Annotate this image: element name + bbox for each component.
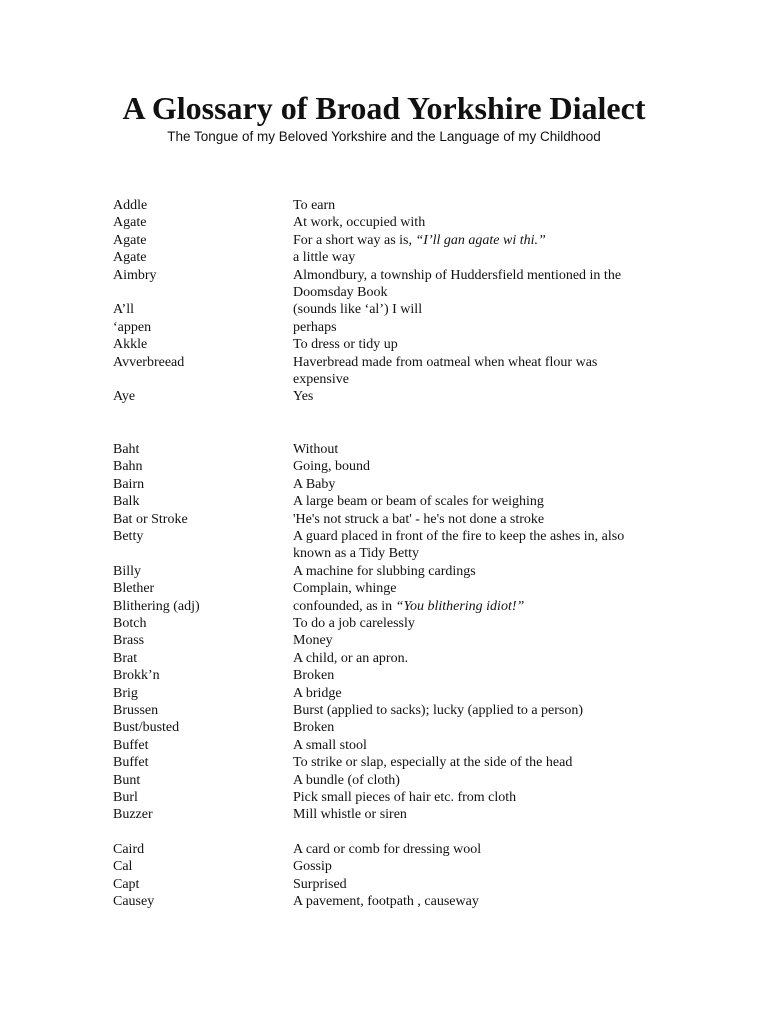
definition-text: Yes	[293, 389, 314, 405]
entry-definition	[293, 719, 655, 736]
entry-definition	[293, 214, 655, 231]
entry-definition	[293, 737, 655, 754]
entry-definition	[293, 632, 655, 649]
definition-text: Pick small pieces of hair etc. from cloth	[293, 790, 517, 805]
entry-term: Brig	[113, 685, 138, 701]
definition-text: To strike or slap, especially at the side of the head	[293, 755, 573, 771]
entry-term: Addle	[113, 198, 148, 213]
glossary-entry	[0, 511, 768, 528]
glossary-entry	[0, 388, 768, 405]
definition-text: A Baby	[293, 476, 336, 492]
definition-text: A small stool	[293, 737, 367, 753]
glossary-entry	[0, 737, 768, 754]
entry-term: Bat or Stroke	[113, 511, 188, 527]
definition-text: A guard placed in front of the fire to keep the ashes in, also known as a Tidy Betty	[293, 528, 625, 562]
glossary-entry	[0, 772, 768, 789]
entry-definition	[293, 267, 655, 302]
definition-text: Surprised	[293, 876, 347, 892]
glossary-list	[0, 180, 768, 910]
glossary-entry	[0, 580, 768, 597]
entry-definition	[293, 772, 655, 789]
glossary-entry	[0, 667, 768, 684]
entry-term: Brussen	[113, 702, 159, 718]
definition-text: A machine for slubbing cardings	[293, 563, 476, 579]
definition-text: confounded, as in	[293, 598, 396, 614]
definition-text: 'He's not struck a bat' - he's not done a stroke	[293, 511, 545, 527]
entry-definition	[293, 458, 655, 475]
glossary-entry	[0, 476, 768, 493]
entry-term: Agate	[113, 232, 147, 248]
glossary-section-c	[0, 841, 768, 911]
definition-text: To do a job carelessly	[293, 615, 415, 631]
definition-text: Without	[293, 441, 339, 457]
definition-text: Broken	[293, 668, 335, 684]
entry-term: Avverbreead	[113, 354, 185, 370]
entry-definition	[293, 598, 655, 615]
definition-text: To dress or tidy up	[293, 337, 398, 353]
entry-term: Baht	[113, 441, 140, 457]
definition-text: A card or comb for dressing wool	[293, 841, 482, 857]
definition-text: Complain, whinge	[293, 581, 397, 597]
entry-term: A’ll	[113, 302, 134, 318]
glossary-entry	[0, 458, 768, 475]
entry-term: Botch	[113, 615, 147, 631]
glossary-entry	[0, 354, 768, 389]
definition-text: A bridge	[293, 685, 342, 701]
entry-definition	[293, 841, 655, 858]
entry-definition	[293, 893, 655, 910]
glossary-section-a	[0, 197, 768, 406]
entry-term: Bairn	[113, 476, 145, 492]
glossary-section-b	[0, 441, 768, 824]
entry-definition	[293, 667, 655, 684]
entry-definition	[293, 476, 655, 493]
entry-term: Cal	[113, 859, 133, 875]
glossary-entry	[0, 249, 768, 266]
entry-definition	[293, 876, 655, 893]
glossary-entry	[0, 806, 768, 823]
entry-term: Buzzer	[113, 807, 153, 823]
entry-term: Buffet	[113, 755, 149, 771]
entry-term: Brass	[113, 633, 145, 649]
glossary-entry	[0, 319, 768, 336]
entry-term: Agate	[113, 250, 147, 266]
definition-text: To earn	[293, 198, 336, 213]
glossary-entry	[0, 493, 768, 510]
entry-definition	[293, 354, 655, 389]
glossary-entry	[0, 893, 768, 910]
definition-text: A child, or an apron.	[293, 650, 409, 666]
page-title: A Glossary of Broad Yorkshire Dialect	[122, 90, 646, 126]
entry-term: Bust/busted	[113, 720, 180, 736]
glossary-entry	[0, 232, 768, 249]
definition-quote: “You blithering idiot!”	[395, 598, 525, 614]
definition-text: Gossip	[293, 859, 332, 875]
glossary-entry	[0, 301, 768, 318]
definition-text: Haverbread made from oatmeal when wheat flour was expensive	[293, 354, 598, 388]
entry-term: Causey	[113, 894, 155, 910]
entry-term: Billy	[113, 563, 142, 579]
glossary-entry	[0, 841, 768, 858]
definition-text: For a short way as is,	[293, 232, 416, 248]
entry-definition	[293, 563, 655, 580]
entry-term: Burl	[113, 790, 138, 805]
glossary-entry	[0, 876, 768, 893]
entry-definition	[293, 858, 655, 875]
entry-definition	[293, 685, 655, 702]
entry-definition	[293, 301, 655, 318]
entry-term: Blithering (adj)	[113, 598, 200, 614]
entry-definition	[293, 232, 655, 249]
definition-text: (sounds like ‘al’) I will	[293, 302, 423, 318]
glossary-entry	[0, 650, 768, 667]
entry-term: Akkle	[113, 337, 148, 353]
entry-term: Betty	[113, 528, 144, 544]
entry-term: ‘appen	[113, 319, 152, 335]
definition-text: Mill whistle or siren	[293, 807, 407, 823]
definition-text: perhaps	[293, 319, 337, 335]
entry-definition	[293, 580, 655, 597]
glossary-entry	[0, 702, 768, 719]
glossary-entry	[0, 336, 768, 353]
entry-definition	[293, 806, 655, 823]
entry-definition	[293, 511, 655, 528]
definition-text: A bundle (of cloth)	[293, 772, 400, 788]
glossary-entry	[0, 214, 768, 231]
entry-term: Capt	[113, 876, 140, 892]
entry-definition	[293, 650, 655, 667]
glossary-entry	[0, 719, 768, 736]
entry-term: Aye	[113, 389, 136, 405]
definition-text: At work, occupied with	[293, 215, 426, 231]
definition-text: A pavement, footpath , causeway	[293, 894, 479, 910]
definition-text: Burst (applied to sacks); lucky (applied to a person)	[293, 702, 584, 718]
definition-text: Almondbury, a township of Huddersfield mentioned in the Doomsday Book	[293, 267, 622, 301]
glossary-entry	[0, 563, 768, 580]
entry-definition	[293, 441, 655, 458]
entry-term: Caird	[113, 841, 145, 857]
entry-term: Brokk’n	[113, 668, 160, 684]
glossary-entry	[0, 528, 768, 563]
entry-definition	[293, 493, 655, 510]
definition-quote: “I’ll gan agate wi thi.”	[415, 232, 546, 248]
entry-term: Aimbry	[113, 267, 157, 283]
entry-definition	[293, 319, 655, 336]
entry-definition	[293, 528, 655, 563]
page-subtitle: The Tongue of my Beloved Yorkshire and the Language of my Childhood	[167, 129, 601, 144]
glossary-entry	[0, 615, 768, 632]
glossary-entry	[0, 754, 768, 771]
glossary-entry	[0, 858, 768, 875]
entry-term: Balk	[113, 494, 140, 510]
entry-term: Brat	[113, 650, 138, 666]
entry-definition	[293, 789, 655, 806]
entry-term: Bahn	[113, 459, 143, 475]
entry-definition	[293, 249, 655, 266]
definition-text: Money	[293, 633, 333, 649]
glossary-entry	[0, 789, 768, 806]
entry-definition	[293, 615, 655, 632]
glossary-entry	[0, 197, 768, 214]
entry-definition	[293, 754, 655, 771]
definition-text: a little way	[293, 250, 356, 266]
glossary-entry	[0, 598, 768, 615]
definition-text: A large beam or beam of scales for weighing	[293, 494, 544, 510]
definition-text: Broken	[293, 720, 335, 736]
entry-term: Bunt	[113, 772, 141, 788]
definition-text: Going, bound	[293, 459, 370, 475]
entry-definition	[293, 197, 655, 214]
entry-term: Blether	[113, 581, 155, 597]
entry-term: Buffet	[113, 737, 149, 753]
glossary-entry	[0, 267, 768, 302]
glossary-entry	[0, 441, 768, 458]
entry-definition	[293, 388, 655, 405]
entry-definition	[293, 702, 655, 719]
glossary-entry	[0, 632, 768, 649]
entry-definition	[293, 336, 655, 353]
glossary-entry	[0, 685, 768, 702]
entry-term: Agate	[113, 215, 147, 231]
